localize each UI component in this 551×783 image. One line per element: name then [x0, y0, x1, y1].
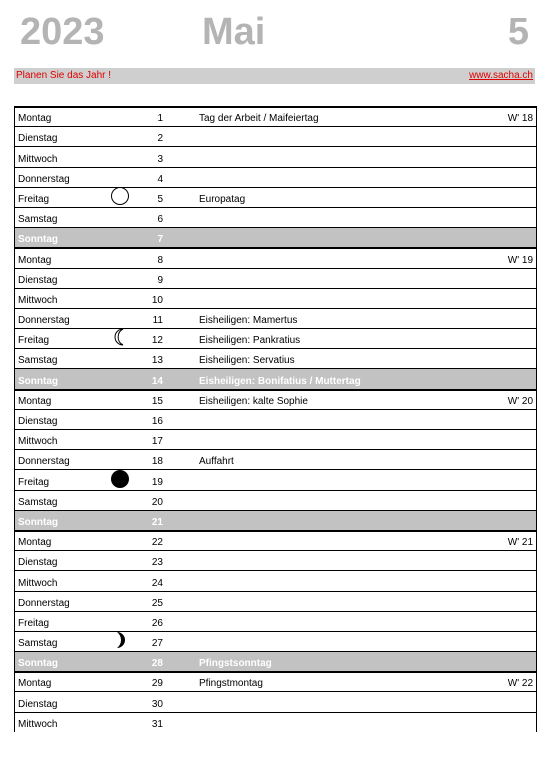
calendar-row: [15, 389, 536, 409]
day-name: Samstag: [18, 638, 58, 650]
week-number: W' 19: [507, 254, 533, 266]
calendar-row: [15, 328, 536, 348]
day-number: 9: [157, 274, 163, 286]
calendar-row: [15, 308, 536, 328]
new-moon-icon: [110, 469, 130, 489]
day-number: 2: [157, 133, 163, 145]
day-name: Montag: [18, 113, 52, 125]
day-name: Montag: [18, 395, 52, 407]
day-number: 4: [157, 173, 163, 185]
week-number: W' 20: [507, 395, 533, 407]
day-number: 7: [157, 234, 163, 246]
week-number: W' 18: [507, 113, 533, 125]
calendar-row: [15, 550, 536, 570]
day-number: 10: [151, 294, 163, 306]
day-name: Sonntag: [18, 375, 58, 387]
event-text: Eisheiligen: Bonifatius / Muttertag: [199, 375, 361, 387]
day-name: Freitag: [18, 193, 50, 205]
day-number: 29: [151, 678, 163, 690]
calendar-row: [15, 429, 536, 449]
calendar-row: [15, 348, 536, 368]
day-name: Montag: [18, 254, 52, 266]
day-name: Donnerstag: [18, 173, 70, 185]
day-name: Mittwoch: [18, 436, 58, 448]
calendar-row: [15, 409, 536, 429]
day-number: 19: [151, 476, 163, 488]
day-name: Montag: [18, 678, 52, 690]
calendar-row: [15, 611, 536, 631]
day-name: Mittwoch: [18, 294, 58, 306]
event-text: Auffahrt: [199, 456, 234, 468]
day-number: 3: [157, 153, 163, 165]
day-number: 27: [151, 638, 163, 650]
event-text: Eisheiligen: kalte Sophie: [199, 395, 308, 407]
day-name: Freitag: [18, 476, 50, 488]
calendar-row: [15, 247, 536, 267]
day-name: Dienstag: [18, 133, 58, 145]
subtitle-bar: [14, 68, 535, 84]
week-number: W' 21: [507, 537, 533, 549]
last-quarter-moon-icon: [110, 327, 130, 347]
calendar-row: [15, 631, 536, 651]
event-text: Eisheiligen: Servatius: [199, 355, 295, 367]
calendar-row: [15, 591, 536, 611]
week-number: W' 22: [507, 678, 533, 690]
day-number: 22: [151, 537, 163, 549]
calendar-row: [15, 490, 536, 510]
year-title: 2023: [20, 11, 105, 53]
day-number: 8: [157, 254, 163, 266]
day-name: Sonntag: [18, 516, 58, 528]
day-number: 23: [151, 557, 163, 569]
calendar-row: [15, 268, 536, 288]
day-name: Samstag: [18, 214, 58, 226]
day-number: 26: [151, 617, 163, 629]
day-number: 16: [151, 416, 163, 427]
calendar-row: [15, 146, 536, 166]
day-number: 24: [151, 577, 163, 589]
day-name: Freitag: [18, 335, 50, 347]
calendar-row: [15, 167, 536, 187]
event-text: Eisheiligen: Pankratius: [199, 335, 301, 347]
slogan-text: Planen Sie das Jahr !: [16, 70, 112, 81]
day-name: Sonntag: [18, 234, 58, 246]
day-name: Mittwoch: [18, 153, 58, 165]
day-number: 15: [151, 395, 163, 407]
calendar-row: [15, 651, 536, 671]
day-number: 13: [151, 355, 163, 367]
calendar-row: [15, 469, 536, 489]
event-text: Europatag: [199, 193, 246, 205]
day-name: Donnerstag: [18, 315, 70, 327]
day-number: 14: [151, 375, 163, 387]
calendar-row: [15, 712, 536, 732]
day-name: Dienstag: [18, 416, 58, 427]
day-name: Sonntag: [18, 658, 58, 670]
day-name: Samstag: [18, 496, 58, 508]
day-name: Samstag: [18, 355, 58, 367]
day-name: Donnerstag: [18, 456, 70, 468]
calendar-row: [15, 106, 536, 126]
month-number: 5: [507, 11, 529, 53]
day-number: 25: [151, 597, 163, 609]
calendar-row: [15, 510, 536, 530]
day-number: 17: [151, 436, 163, 448]
event-text: Pfingstsonntag: [199, 658, 272, 670]
page-header: [0, 0, 551, 60]
first-quarter-moon-icon: [110, 630, 130, 650]
website-link[interactable]: www.sacha.ch: [469, 70, 533, 81]
day-number: 28: [151, 658, 163, 670]
day-number: 18: [151, 456, 163, 468]
full-moon-icon: [110, 186, 130, 206]
calendar-row: [15, 530, 536, 550]
event-text: Pfingstmontag: [199, 678, 263, 690]
day-number: 11: [152, 315, 163, 327]
calendar-row: [15, 449, 536, 469]
event-text: Tag der Arbeit / Maifeiertag: [199, 113, 319, 125]
day-number: 30: [151, 698, 163, 710]
day-name: Dienstag: [18, 274, 58, 286]
calendar-row: [15, 671, 536, 691]
day-name: Dienstag: [18, 557, 58, 569]
day-name: Mittwoch: [18, 577, 58, 589]
day-name: Montag: [18, 537, 52, 549]
day-number: 31: [151, 718, 163, 730]
calendar-row: [15, 368, 536, 388]
day-number: 20: [151, 496, 163, 508]
day-number: 21: [151, 516, 163, 528]
calendar-row: [15, 691, 536, 711]
calendar-row: [15, 227, 536, 247]
month-title: Mai: [202, 11, 266, 53]
day-number: 1: [157, 113, 163, 125]
calendar-row: [15, 570, 536, 590]
day-name: Dienstag: [18, 698, 58, 710]
day-name: Donnerstag: [18, 597, 70, 609]
day-number: 6: [157, 214, 163, 226]
calendar-table: [14, 106, 537, 732]
calendar-row: [15, 187, 536, 207]
day-number: 5: [157, 193, 163, 205]
calendar-row: [15, 288, 536, 308]
event-text: Eisheiligen: Mamertus: [199, 315, 298, 327]
day-name: Freitag: [18, 617, 50, 629]
calendar-row: [15, 126, 536, 146]
calendar-row: [15, 207, 536, 227]
day-name: Mittwoch: [18, 718, 58, 730]
day-number: 12: [151, 335, 163, 347]
